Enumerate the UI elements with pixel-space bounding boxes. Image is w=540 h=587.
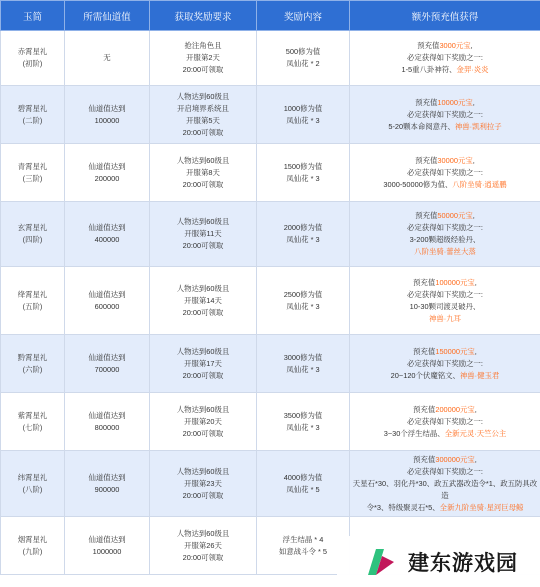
bonus-text: 5-20颗本命阅意丹、 xyxy=(388,121,455,131)
cell-line: (五阶) xyxy=(22,301,43,311)
bonus-text: 预充值 xyxy=(417,41,440,50)
bonus-text: 3~30个浮生结晶、 xyxy=(383,428,445,438)
cell-line: 纬霄星礼 xyxy=(17,472,48,482)
cell-line: 仙道值达到 xyxy=(88,472,126,482)
cell-line: 20:00可领取 xyxy=(182,179,224,189)
cell-line: (八阶) xyxy=(22,484,43,494)
required-value-cell xyxy=(65,335,150,393)
bonus-text: 3000-50000修为值、 xyxy=(383,179,453,189)
requirement-cell xyxy=(150,517,257,575)
requirement-cell xyxy=(150,86,257,144)
reward-cell xyxy=(257,86,350,144)
cell-line: 100000 xyxy=(94,115,120,125)
bonus-line xyxy=(352,358,538,370)
tier-name-cell xyxy=(1,393,65,451)
cell-line: 20:00可领取 xyxy=(182,552,224,562)
bonus-line xyxy=(352,121,538,133)
tier-name-cell xyxy=(1,144,65,202)
bonus-text: 必定获得如下奖励之一: xyxy=(407,167,483,177)
bonus-line xyxy=(352,155,538,167)
table-header-row xyxy=(1,1,540,31)
cell-line: 1000修为值 xyxy=(283,103,323,113)
bonus-text: 预充值 xyxy=(413,277,436,287)
cell-line: 800000 xyxy=(94,422,120,432)
requirement-cell xyxy=(150,393,257,451)
cell-line: 开服第8天 xyxy=(186,167,220,177)
cell-line: 开服第20天 xyxy=(184,416,222,426)
cell-line: 仙道值达到 xyxy=(88,534,126,544)
bonus-line xyxy=(352,64,538,76)
bonus-line xyxy=(352,416,538,428)
cell-line: 烟霄星礼 xyxy=(17,534,48,544)
tier-name-cell xyxy=(1,202,65,267)
cell-line: 200000 xyxy=(94,173,120,183)
cell-line: 紫霄星礼 xyxy=(17,410,48,420)
cell-line: 2500修为值 xyxy=(283,289,323,299)
bonus-text: 必定获得如下奖励之一: xyxy=(407,416,483,426)
bonus-text: 预充值 xyxy=(413,454,436,464)
bonus-text: , xyxy=(474,404,477,414)
watermark xyxy=(337,536,540,587)
highlight-text: 全新元灵·天竺公主 xyxy=(444,428,507,438)
requirement-cell xyxy=(150,144,257,202)
extra-bonus-cell xyxy=(350,86,540,144)
highlight-text: 30000元宝 xyxy=(437,155,473,165)
cell-line: 开服第5天 xyxy=(186,115,220,125)
cell-line: 绛霄星礼 xyxy=(17,289,48,299)
cell-line: 20:00可领取 xyxy=(182,490,224,500)
cell-line: 1000000 xyxy=(92,546,122,556)
bonus-line xyxy=(352,370,538,382)
cell-line: 抢注角色且 xyxy=(184,41,222,50)
bonus-text: 预充值 xyxy=(415,155,438,165)
extra-bonus-cell xyxy=(350,267,540,335)
cell-line: 仙道值达到 xyxy=(88,289,126,299)
bonus-text: 3-200颗超级经验丹、 xyxy=(409,235,481,244)
cell-line: 20:00可领取 xyxy=(182,307,224,317)
extra-bonus-cell xyxy=(350,335,540,393)
cell-line: 开服第14天 xyxy=(184,295,222,305)
header-cell: 额外预充值获得 xyxy=(350,1,540,31)
bonus-text: 预充值 xyxy=(415,211,438,220)
reward-cell xyxy=(257,267,350,335)
cell-line: (三阶) xyxy=(22,173,43,183)
bonus-text: , xyxy=(474,346,477,356)
cell-line: 浮生结晶 * 4 xyxy=(282,534,324,544)
cell-line: 2000修为值 xyxy=(283,223,323,232)
cell-line: 人物达到60级且 xyxy=(176,346,230,356)
table-row xyxy=(1,86,540,144)
cell-line: 凤仙花 * 5 xyxy=(286,484,320,494)
cell-line: 仙道值达到 xyxy=(88,161,126,171)
bonus-text: 预充值 xyxy=(413,404,436,414)
cell-line: 人物达到60级且 xyxy=(176,217,230,226)
cell-line: 开服第26天 xyxy=(184,540,222,550)
bonus-line xyxy=(352,502,538,514)
watermark-text: 建东游戏园 xyxy=(408,550,518,575)
reward-cell xyxy=(257,335,350,393)
table-row xyxy=(1,335,540,393)
header-cell: 所需仙道值 xyxy=(65,1,150,31)
cell-line: 4000修为值 xyxy=(283,472,323,482)
required-value-cell xyxy=(65,393,150,451)
highlight-text: 200000元宝 xyxy=(435,404,475,414)
highlight-text: 八阶坐骑·蕾丝大蒸 xyxy=(414,247,476,256)
tier-name-cell xyxy=(1,267,65,335)
bonus-text: 1-5重八卦神符、 xyxy=(401,65,457,74)
cell-line: 700000 xyxy=(94,364,120,374)
requirement-cell xyxy=(150,335,257,393)
cell-line: 500修为值 xyxy=(285,47,321,56)
cell-line: 900000 xyxy=(94,484,120,494)
extra-bonus-cell xyxy=(350,144,540,202)
highlight-text: 神兽·九耳 xyxy=(428,313,462,323)
cell-line: 3000修为值 xyxy=(283,352,323,362)
cell-line: (六阶) xyxy=(22,364,43,374)
bonus-text: , xyxy=(472,97,475,107)
extra-bonus-cell xyxy=(350,451,540,517)
required-value-cell xyxy=(65,144,150,202)
highlight-text: 150000元宝 xyxy=(435,346,475,356)
reward-cell xyxy=(257,144,350,202)
bonus-text: 必定获得如下奖励之一: xyxy=(407,223,483,232)
cell-line: 600000 xyxy=(94,301,120,311)
bonus-text: 20~120个伏魔铭文、 xyxy=(390,370,460,380)
bonus-line xyxy=(352,277,538,289)
tier-name-cell xyxy=(1,86,65,144)
cell-line: 凤仙花 * 3 xyxy=(286,301,320,311)
cell-line: 20:00可领取 xyxy=(182,65,224,74)
requirement-cell xyxy=(150,202,257,267)
highlight-text: 300000元宝 xyxy=(435,454,475,464)
cell-line: 开服第11天 xyxy=(184,229,222,238)
cell-line: 凤仙花 * 3 xyxy=(286,115,320,125)
cell-line: 开服第23天 xyxy=(184,478,222,488)
reward-cell xyxy=(257,31,350,86)
bonus-line xyxy=(352,179,538,191)
requirement-cell xyxy=(150,267,257,335)
bonus-text: 预充值 xyxy=(415,97,438,107)
cell-line: 400000 xyxy=(94,235,120,244)
site-logo-icon xyxy=(364,545,398,579)
tier-name-cell xyxy=(1,517,65,575)
cell-line: 开服第17天 xyxy=(184,358,222,368)
cell-line: 人物达到60级且 xyxy=(176,155,230,165)
cell-line: 20:00可领取 xyxy=(182,428,224,438)
cell-line: 凤仙花 * 2 xyxy=(286,59,320,68)
cell-line: 人物达到60级且 xyxy=(176,404,230,414)
bonus-line xyxy=(352,478,538,502)
bonus-line xyxy=(352,167,538,179)
bonus-text: 必定获得如下奖励之一: xyxy=(407,289,483,299)
bonus-text: 预充值 xyxy=(413,346,436,356)
cell-line: 赤霄星礼 xyxy=(17,47,48,56)
required-value-cell xyxy=(65,31,150,86)
cell-line: 3500修为值 xyxy=(283,410,323,420)
required-value-cell xyxy=(65,451,150,517)
cell-line: 仙道值达到 xyxy=(88,410,126,420)
cell-line: (七阶) xyxy=(22,422,43,432)
table-row xyxy=(1,267,540,335)
bonus-line xyxy=(352,466,538,478)
bonus-line xyxy=(352,52,538,64)
cell-line: 黔霄星礼 xyxy=(17,352,48,362)
required-value-cell xyxy=(65,202,150,267)
highlight-text: 50000元宝 xyxy=(437,211,473,220)
cell-line: 人物达到60级且 xyxy=(176,91,230,101)
bonus-line xyxy=(352,40,538,52)
required-value-cell xyxy=(65,86,150,144)
cell-line: (二阶) xyxy=(22,115,43,125)
bonus-text: 必定获得如下奖励之一: xyxy=(407,53,483,62)
table-row xyxy=(1,451,540,517)
cell-line: 凤仙花 * 3 xyxy=(286,235,320,244)
bonus-line xyxy=(352,234,538,246)
extra-bonus-cell xyxy=(350,393,540,451)
bonus-line xyxy=(352,210,538,222)
table-row xyxy=(1,144,540,202)
cell-line: 仙道值达到 xyxy=(88,223,126,232)
bonus-text: , xyxy=(474,277,477,287)
cell-line: (九阶) xyxy=(22,546,43,556)
bonus-line xyxy=(352,346,538,358)
highlight-text: 全新九阶坐骑·星河巨母鲸 xyxy=(439,502,524,512)
bonus-line xyxy=(352,313,538,325)
tier-name-cell xyxy=(1,451,65,517)
cell-line: 玄霄星礼 xyxy=(17,223,48,232)
highlight-text: 10000元宝 xyxy=(437,97,473,107)
bonus-text: 10-30颗司渡灵破丹、 xyxy=(409,301,481,311)
bonus-text: 必定获得如下奖励之一: xyxy=(407,358,483,368)
bonus-text: 令*3、特级聚灵石*5、 xyxy=(366,502,440,512)
cell-line: 青霄星礼 xyxy=(17,161,48,171)
bonus-line xyxy=(352,301,538,313)
tier-name-cell xyxy=(1,31,65,86)
reward-cell xyxy=(257,451,350,517)
highlight-text: 神兽·健玉君 xyxy=(459,370,500,380)
header-cell: 获取奖励要求 xyxy=(150,1,257,31)
table-row xyxy=(1,202,540,267)
cell-line: 仙道值达到 xyxy=(88,352,126,362)
extra-bonus-cell xyxy=(350,31,540,86)
requirement-cell xyxy=(150,451,257,517)
reward-cell xyxy=(257,517,350,575)
bonus-text: , xyxy=(472,211,475,220)
bonus-line xyxy=(352,428,538,440)
cell-line: 凤仙花 * 3 xyxy=(286,422,320,432)
bonus-text: , xyxy=(472,155,475,165)
highlight-text: 3000元宝 xyxy=(439,41,471,50)
cell-line: 人物达到60级且 xyxy=(176,466,230,476)
cell-line: 凤仙花 * 3 xyxy=(286,364,320,374)
highlight-text: 金羿·炎炎 xyxy=(456,65,489,74)
cell-line: 人物达到60级且 xyxy=(176,528,230,538)
extra-bonus-cell xyxy=(350,202,540,267)
bonus-text: 必定获得如下奖励之一: xyxy=(407,466,483,476)
bonus-line xyxy=(352,222,538,234)
required-value-cell xyxy=(65,267,150,335)
bonus-text: 天星石*30、羽化丹*30、政五武器改造令*1、政五防具改造 xyxy=(352,478,538,500)
cell-line: 20:00可领取 xyxy=(182,241,224,250)
highlight-text: 100000元宝 xyxy=(435,277,475,287)
header-cell: 玉简 xyxy=(1,1,65,31)
cell-line: 1500修为值 xyxy=(283,161,323,171)
table-row xyxy=(1,393,540,451)
tier-name-cell xyxy=(1,335,65,393)
cell-line: 碧霄星礼 xyxy=(17,103,48,113)
bonus-line xyxy=(352,109,538,121)
requirement-cell xyxy=(150,31,257,86)
cell-line: 无 xyxy=(103,53,111,62)
reward-cell xyxy=(257,202,350,267)
cell-line: 人物达到60级且 xyxy=(176,283,230,293)
bonus-line xyxy=(352,97,538,109)
bonus-text: , xyxy=(474,454,477,464)
cell-line: 开启境界系统且 xyxy=(177,103,229,113)
bonus-line xyxy=(352,289,538,301)
cell-line: 20:00可领取 xyxy=(182,127,224,137)
required-value-cell xyxy=(65,517,150,575)
cell-line: 凤仙花 * 3 xyxy=(286,173,320,183)
bonus-text: 必定获得如下奖励之一: xyxy=(407,109,483,119)
highlight-text: 八阶坐骑·逍遥鹏 xyxy=(452,179,507,189)
header-cell: 奖励内容 xyxy=(257,1,350,31)
bonus-line xyxy=(352,246,538,258)
cell-line: (初阶) xyxy=(22,59,43,68)
cell-line: 20:00可领取 xyxy=(182,370,224,380)
table-row xyxy=(1,31,540,86)
reward-cell xyxy=(257,393,350,451)
bonus-line xyxy=(352,404,538,416)
bonus-line xyxy=(352,454,538,466)
highlight-text: 神兽·凯利拉子 xyxy=(454,121,502,131)
bonus-text: , xyxy=(470,41,473,50)
cell-line: 如意战斗令 * 5 xyxy=(278,546,328,556)
cell-line: (四阶) xyxy=(22,235,43,244)
cell-line: 开服第2天 xyxy=(186,53,220,62)
cell-line: 仙道值达到 xyxy=(88,103,126,113)
